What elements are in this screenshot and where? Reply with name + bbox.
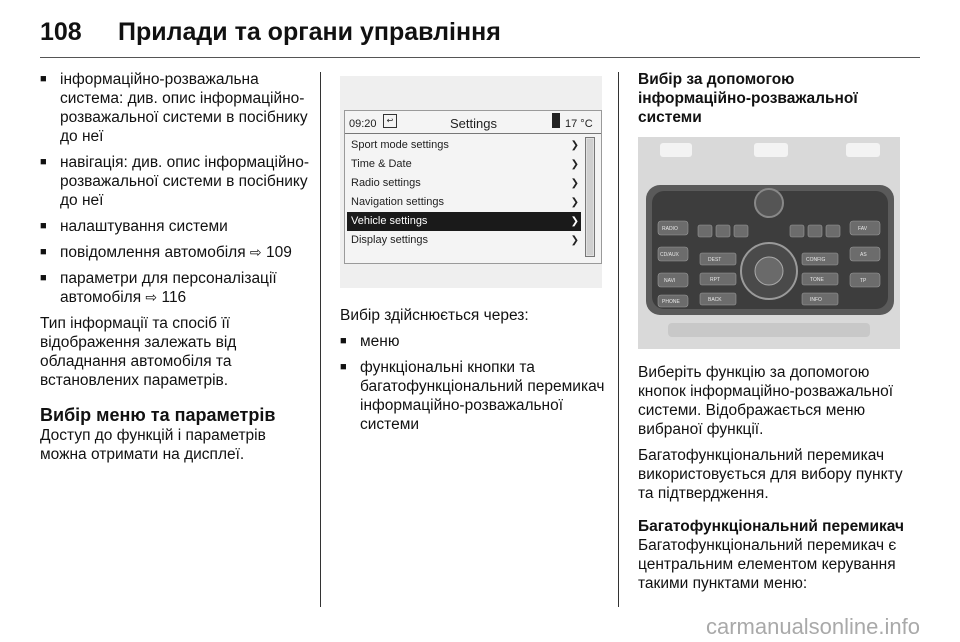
display-screen [344,110,602,264]
chevron-right-icon: ❯ [570,140,579,151]
column-divider-2 [618,72,619,607]
infotainment-selection-heading: Вибір за допомогою інформаційно-розважальної системи [638,71,858,126]
reference-arrow-icon: ⇨ [145,289,158,305]
menu-item[interactable]: Display settings ❯ [347,231,581,250]
back-icon: ↩ [383,114,397,128]
screen-status-bar [345,111,601,134]
menu-item[interactable]: Sport mode settings ❯ [347,136,581,155]
panel-label: INFO [810,297,822,303]
column-2 [340,70,610,441]
chevron-right-icon: ❯ [570,178,579,189]
panel-label: RPT [710,277,720,283]
chevron-right-icon: ❯ [570,159,579,170]
list-item-vehicle-messages: ■ повідомлення автомобіля ⇨ 109 [40,243,310,262]
list-item: ■ інформаційно-розважальна система: див. опис інформаційно-розважальної системи в посібнику до неї [40,70,310,146]
menu-item[interactable]: Navigation settings ❯ [347,193,581,212]
panel-label: RADIO [662,226,678,232]
select-function-text: Виберіть функцію за допомогою кнопок інформаційно-розважальної системи. Відображається меню вибраної функції. [638,364,894,438]
list-item: ■ налаштування системи [40,217,310,236]
watermark: carmanualsonline.info [705,614,920,639]
panel-label: AS [860,252,867,258]
settings-screen-illustration [340,76,602,288]
chevron-right-icon: ❯ [570,216,579,227]
page-reference[interactable]: ⇨ 109 [249,244,292,261]
header-rule [40,57,920,58]
panel-label: CD/AUX [660,252,679,258]
page-header [40,12,920,60]
list-item-personalization: ■ параметри для персоналізації автомобіля ⇨ 116 [40,269,310,307]
menu-item[interactable]: Time & Date ❯ [347,155,581,174]
page-reference[interactable]: ⇨ 116 [145,289,187,306]
screen-temperature: 17 °C [565,118,593,130]
list-item: ■ функціональні кнопки та багатофункціональний перемикач інформаційно-розважальної системи [340,358,610,434]
chevron-right-icon: ❯ [570,197,579,208]
chevron-right-icon: ❯ [570,235,579,246]
multifunction-knob-text: Багатофункціональний перемикач використовується для вибору пункту та підтвердження. [638,447,903,502]
column-3 [638,70,908,600]
panel-label: FAV [858,226,868,232]
panel-label: PHONE [662,299,680,305]
selection-intro: Вибір здійснюється через: [340,307,529,324]
section-text: Доступ до функцій і параметрів можна отримати на дисплеї. [40,427,266,463]
screen-time: 09:20 [349,118,377,130]
column-1 [40,70,310,471]
page-number: 108 [40,18,82,46]
selection-methods-list [340,332,610,434]
panel-label: TONE [810,277,824,283]
multifunction-knob-heading: Багатофункціональний перемикач [638,518,905,535]
multifunction-knob-description: Багатофункціональний перемикач є центральним елементом керування такими пунктами меню: [638,537,897,592]
panel-label: TP [860,278,867,284]
info-type-paragraph: Тип інформації та спосіб її відображення залежать від обладнання автомобіля та встановлених параметрів. [40,315,237,389]
panel-label: NAVI [664,278,676,284]
panel-label: BACK [708,297,722,303]
list-item: ■ навігація: див. опис інформаційно-розважальної системи в посібнику до неї [40,153,310,210]
thermometer-icon [552,113,560,128]
page-title: Прилади та органи управління [118,18,501,46]
display-functions-list [40,70,310,307]
section-heading: Вибір меню та параметрів [40,405,276,425]
menu-item[interactable]: Radio settings ❯ [347,174,581,193]
screen-scrollbar[interactable] [585,137,595,257]
panel-label: CONFIG [806,257,826,263]
menu-item[interactable]: Vehicle settings ❯ [347,212,581,231]
list-item: ■ меню [340,332,610,351]
settings-menu-list [347,136,581,250]
column-divider-1 [320,72,321,607]
panel-label: DEST [708,257,722,263]
reference-arrow-icon: ⇨ [249,244,262,260]
control-panel-photo [638,137,900,349]
scrollbar-thumb[interactable] [587,139,593,255]
screen-title: Settings [450,116,497,131]
